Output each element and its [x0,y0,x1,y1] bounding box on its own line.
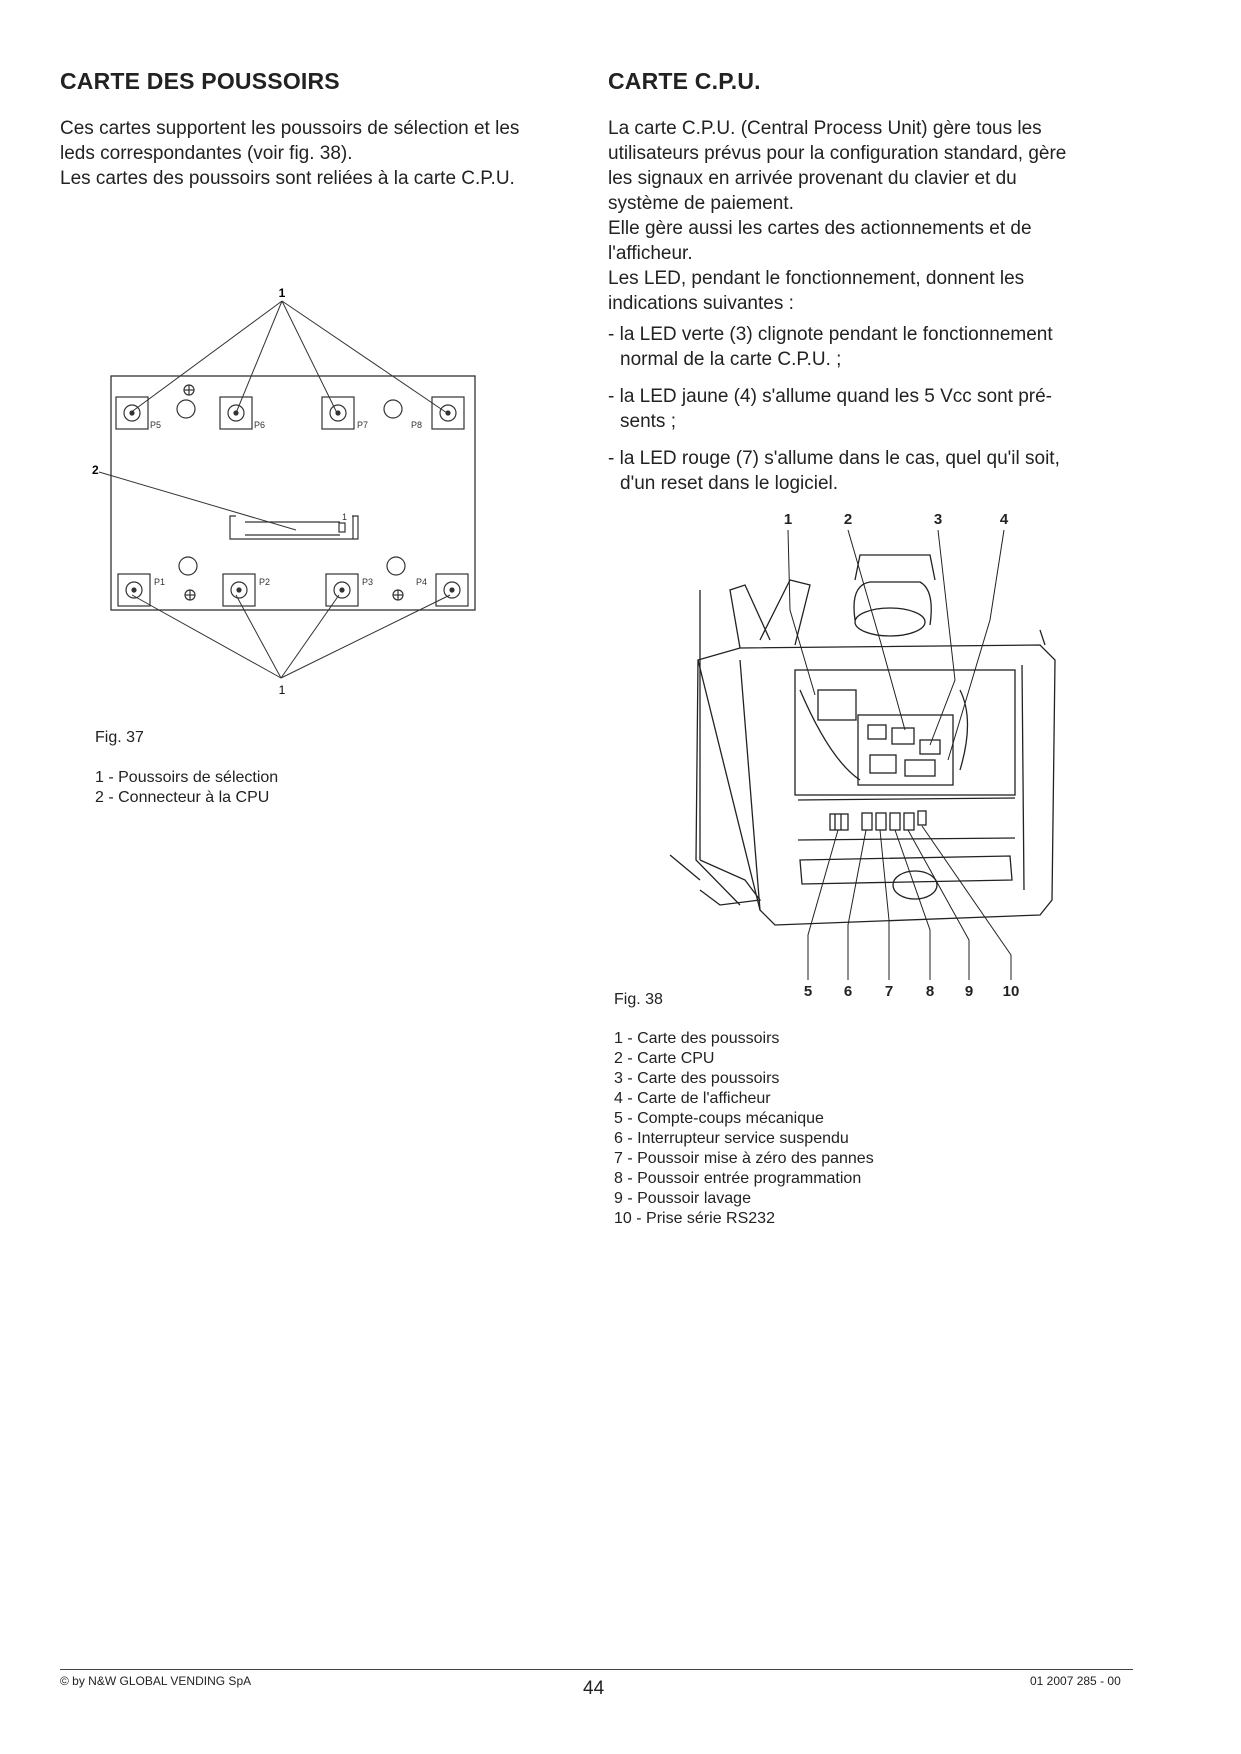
fig37-label-p2: P2 [259,577,271,587]
fig37-callout-mid: 2 [92,463,99,477]
fig38-callout-1: 1 [783,511,793,528]
right-intro-line: Elle gère aussi les cartes des actionnements et de [608,218,1032,239]
fig37-label-p8: P8 [411,420,423,430]
fig37-label-p1: P1 [154,577,166,587]
fig37-caption: Fig. 37 [95,729,144,746]
fig38-callout-10: 10 [1002,983,1020,1000]
left-section-title: CARTE DES POUSSOIRS [60,68,340,94]
fig37-label-p6: P6 [254,420,266,430]
left-intro-line: Les cartes des poussoirs sont reliées à la carte C.P.U. [60,168,515,189]
fig38-wash-button [904,813,914,830]
left-intro-text [60,116,580,191]
left-intro-line: Ces cartes supportent les poussoirs de sélection et les [60,118,520,139]
fig37-label-p4: P4 [416,577,428,587]
fig38-legend-item: 7 - Poussoir mise à zéro des pannes [614,1150,874,1167]
fig37-legend [95,768,278,808]
fig38-legend-item: 10 - Prise série RS232 [614,1210,775,1227]
fig38-legend-item: 3 - Carte des poussoirs [614,1070,780,1087]
fig38-legend [614,1029,874,1229]
fig37-pushbutton-board-diagram [80,280,500,710]
fig38-caption: Fig. 38 [614,991,663,1008]
fig37-label-p5: P5 [150,420,162,430]
fig38-program-button [890,813,900,830]
fig38-callout-8: 8 [925,983,935,1000]
fig38-callout-4: 4 [999,511,1009,528]
led-bullet-yellow: - la LED jaune (4) s'allume quand les 5 Vcc sont pré- sents ; [608,386,1053,432]
right-intro-line: Les LED, pendant le fonctionnement, donnent les [608,268,1025,289]
right-intro-line: les signaux en arrivée provenant du clavier et du [608,168,1017,189]
fig38-legend-item: 1 - Carte des poussoirs [614,1030,780,1047]
footer-rule [60,1669,1133,1670]
fig37-legend-item: 2 - Connecteur à la CPU [95,789,270,806]
footer-doc-code: 01 2007 285 - 00 [1030,1674,1121,1688]
fig37-callout-bottom: 1 [278,683,286,697]
fig37-connector-pin-label: 1 [342,512,348,522]
right-intro-line: l'afficheur. [608,243,693,264]
fig37-cpu-connector [230,516,358,539]
footer-copyright: © by N&W GLOBAL VENDING SpA [60,1674,252,1688]
right-section-title: CARTE C.P.U. [608,68,761,94]
right-intro-line: utilisateurs prévus pour la configuration standard, gère [608,143,1067,164]
fig38-reset-button [876,813,886,830]
fig38-legend-item: 2 - Carte CPU [614,1050,715,1067]
fig37-board-outline [111,376,475,610]
fig38-legend-item: 9 - Poussoir lavage [614,1190,751,1207]
fig38-pushbutton-board [818,690,856,720]
fig38-counter [830,814,848,830]
left-intro-line: leds correspondantes (voir fig. 38). [60,143,353,164]
fig38-callout-9: 9 [964,983,974,1000]
right-intro-text [608,116,1128,316]
led-bullet-red: - la LED rouge (7) s'allume dans le cas, quel qu'il soit, d'un reset dans le logiciel. [608,448,1060,494]
led-bullet-green: - la LED verte (3) clignote pendant le fonctionnement normal de la carte C.P.U. ; [608,324,1053,370]
fig38-rs232-port [918,811,926,825]
fig38-legend-item: 4 - Carte de l'afficheur [614,1090,771,1107]
fig38-legend-item: 5 - Compte-coups mécanique [614,1110,824,1127]
fig38-callout-5: 5 [803,983,813,1000]
right-intro-line: indications suivantes : [608,293,794,314]
fig38-callout-6: 6 [843,983,853,1000]
right-intro-line: système de paiement. [608,193,794,214]
right-intro-line: La carte C.P.U. (Central Process Unit) gère tous les [608,118,1042,139]
fig37-label-p3: P3 [362,577,374,587]
page-number: 44 [583,1678,605,1699]
fig38-service-switch [862,813,872,830]
fig37-label-p7: P7 [357,420,369,430]
fig38-legend-item: 8 - Poussoir entrée programmation [614,1170,862,1187]
fig38-legend-item: 6 - Interrupteur service suspendu [614,1130,849,1147]
fig37-legend-item: 1 - Poussoirs de sélection [95,769,279,786]
fig38-callout-3: 3 [933,511,943,528]
fig38-callout-2: 2 [843,511,853,528]
fig38-machine-illustration [660,505,1080,1000]
fig37-callout-top: 1 [278,286,286,300]
led-bullet-list [608,322,1148,508]
fig38-callout-7: 7 [884,983,894,1000]
